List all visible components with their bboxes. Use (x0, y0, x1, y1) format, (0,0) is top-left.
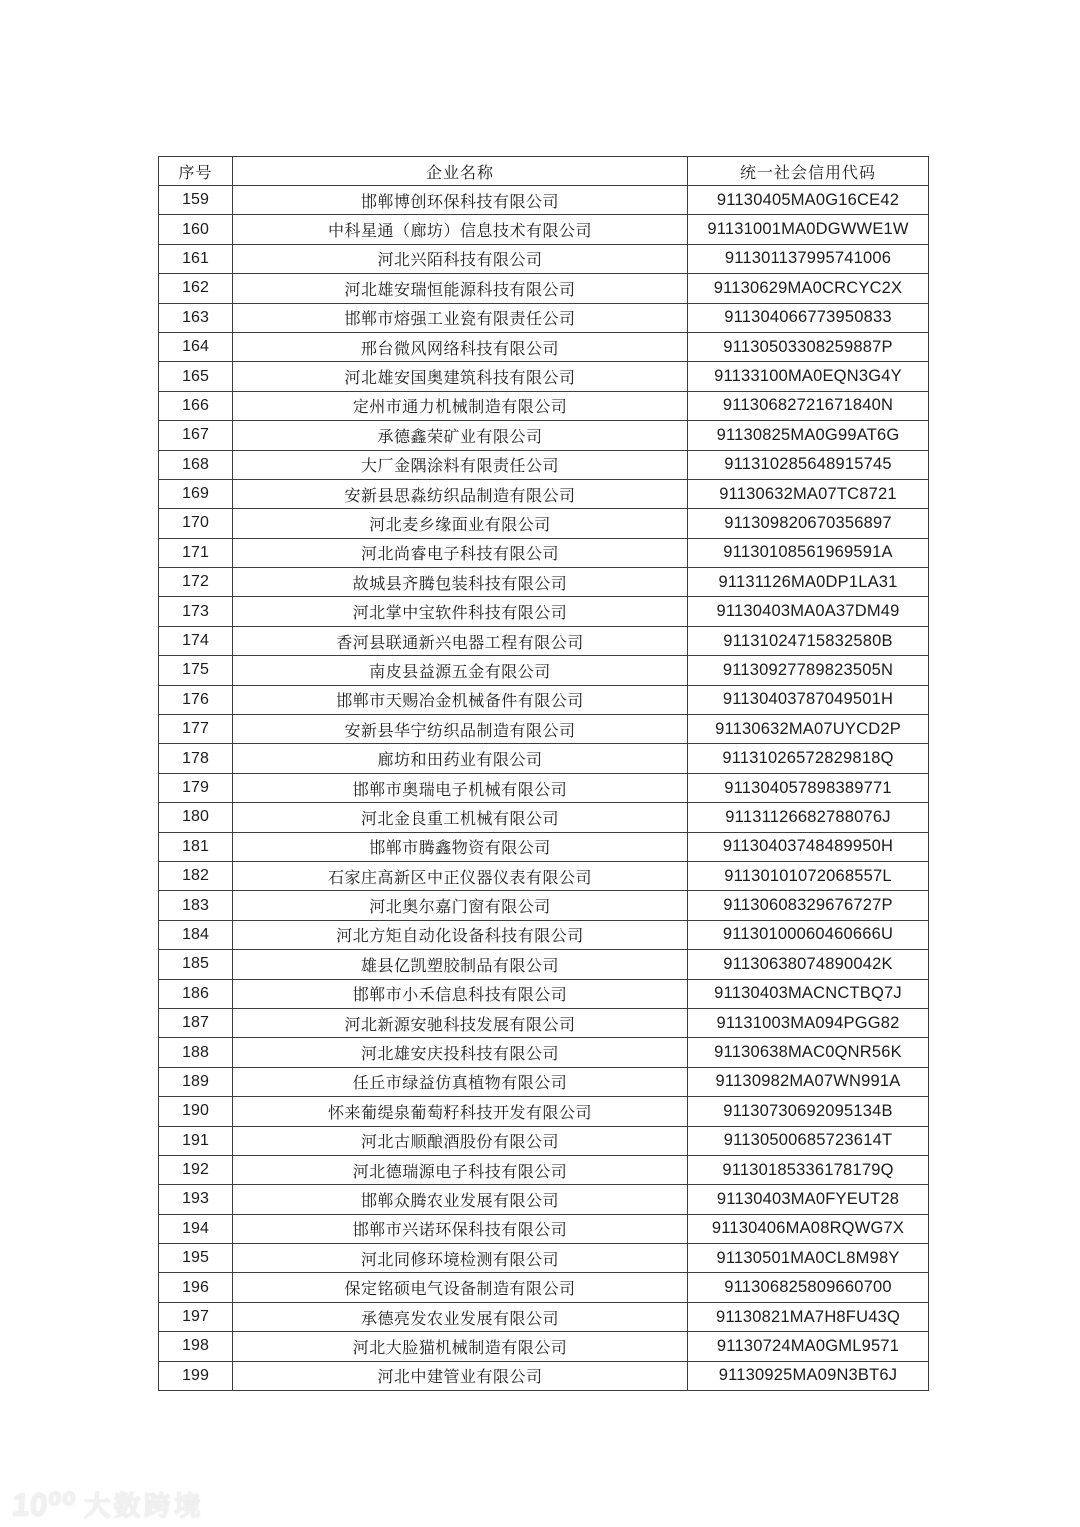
cell-serial-number: 176 (159, 685, 233, 714)
table-row (159, 1361, 929, 1390)
table-row (159, 1155, 929, 1184)
table-row (159, 597, 929, 626)
cell-company-name: 任丘市绿益仿真植物有限公司 (233, 1067, 688, 1096)
cell-serial-number: 168 (159, 450, 233, 479)
cell-credit-code: 91130100060460666U (688, 920, 929, 949)
table-row (159, 861, 929, 890)
table-row (159, 303, 929, 332)
cell-credit-code: 91130185336178179Q (688, 1155, 929, 1184)
cell-serial-number: 159 (159, 186, 233, 215)
cell-credit-code: 911304057898389771 (688, 773, 929, 802)
table-row (159, 715, 929, 744)
table-row (159, 1126, 929, 1155)
cell-company-name: 邯郸市兴诺环保科技有限公司 (233, 1214, 688, 1243)
cell-credit-code: 91130403787049501H (688, 685, 929, 714)
cell-company-name: 承德亮发农业发展有限公司 (233, 1302, 688, 1331)
watermark-logo-icon: 10⁰⁰ (10, 1485, 77, 1522)
cell-company-name: 邯郸市腾鑫物资有限公司 (233, 832, 688, 861)
cell-serial-number: 170 (159, 509, 233, 538)
cell-company-name: 河北奥尔嘉门窗有限公司 (233, 891, 688, 920)
cell-credit-code: 91131001MA0DGWWE1W (688, 215, 929, 244)
company-table (158, 156, 929, 1391)
table-row (159, 920, 929, 949)
table-row (159, 1214, 929, 1243)
cell-credit-code: 91133100MA0EQN3G4Y (688, 362, 929, 391)
cell-credit-code: 91130638074890042K (688, 950, 929, 979)
cell-credit-code: 91130403MA0FYEUT28 (688, 1185, 929, 1214)
cell-company-name: 定州市通力机械制造有限公司 (233, 391, 688, 420)
cell-serial-number: 182 (159, 861, 233, 890)
cell-company-name: 大厂金隅涂料有限责任公司 (233, 450, 688, 479)
cell-credit-code: 91130608329676727P (688, 891, 929, 920)
cell-serial-number: 196 (159, 1273, 233, 1302)
cell-serial-number: 169 (159, 479, 233, 508)
table-row (159, 421, 929, 450)
cell-serial-number: 160 (159, 215, 233, 244)
cell-company-name: 河北大脸猫机械制造有限公司 (233, 1332, 688, 1361)
cell-credit-code: 91131003MA094PGG82 (688, 1008, 929, 1037)
cell-company-name: 怀来葡缇泉葡萄籽科技开发有限公司 (233, 1097, 688, 1126)
cell-credit-code: 91130724MA0GML9571 (688, 1332, 929, 1361)
cell-serial-number: 175 (159, 656, 233, 685)
cell-company-name: 安新县思淼纺织品制造有限公司 (233, 479, 688, 508)
table-row (159, 1273, 929, 1302)
table-row (159, 950, 929, 979)
cell-company-name: 河北古顺酿酒股份有限公司 (233, 1126, 688, 1155)
watermark-brand-text: 大数跨境 (83, 1491, 204, 1521)
cell-credit-code: 91130403748489950H (688, 832, 929, 861)
cell-serial-number: 194 (159, 1214, 233, 1243)
cell-credit-code: 91130730692095134B (688, 1097, 929, 1126)
cell-company-name: 廊坊和田药业有限公司 (233, 744, 688, 773)
cell-serial-number: 186 (159, 979, 233, 1008)
cell-serial-number: 181 (159, 832, 233, 861)
cell-credit-code: 91130982MA07WN991A (688, 1067, 929, 1096)
table-header-row (159, 157, 929, 186)
table-row (159, 685, 929, 714)
cell-company-name: 邢台微风网络科技有限公司 (233, 332, 688, 361)
cell-serial-number: 166 (159, 391, 233, 420)
cell-credit-code: 91130403MACNCTBQ7J (688, 979, 929, 1008)
table-row (159, 244, 929, 273)
cell-credit-code: 91131126MA0DP1LA31 (688, 568, 929, 597)
cell-company-name: 承德鑫荣矿业有限公司 (233, 421, 688, 450)
cell-credit-code: 91130501MA0CL8M98Y (688, 1244, 929, 1273)
cell-company-name: 邯郸市小禾信息科技有限公司 (233, 979, 688, 1008)
cell-serial-number: 195 (159, 1244, 233, 1273)
table-row (159, 362, 929, 391)
cell-company-name: 故城县齐腾包装科技有限公司 (233, 568, 688, 597)
table-row (159, 1302, 929, 1331)
cell-company-name: 河北雄安瑞恒能源科技有限公司 (233, 274, 688, 303)
table-row (159, 773, 929, 802)
cell-company-name: 邯郸众腾农业发展有限公司 (233, 1185, 688, 1214)
cell-company-name: 邯郸博创环保科技有限公司 (233, 186, 688, 215)
table-row (159, 509, 929, 538)
cell-company-name: 河北兴陌科技有限公司 (233, 244, 688, 273)
cell-serial-number: 179 (159, 773, 233, 802)
cell-company-name: 保定铭硕电气设备制造有限公司 (233, 1273, 688, 1302)
cell-credit-code: 91130682721671840N (688, 391, 929, 420)
cell-company-name: 雄县亿凯塑胶制品有限公司 (233, 950, 688, 979)
cell-credit-code: 91130825MA0G99AT6G (688, 421, 929, 450)
cell-serial-number: 190 (159, 1097, 233, 1126)
cell-serial-number: 187 (159, 1008, 233, 1037)
cell-serial-number: 189 (159, 1067, 233, 1096)
cell-serial-number: 173 (159, 597, 233, 626)
cell-company-name: 石家庄高新区中正仪器仪表有限公司 (233, 861, 688, 890)
cell-company-name: 邯郸市奥瑞电子机械有限公司 (233, 773, 688, 802)
cell-serial-number: 171 (159, 538, 233, 567)
cell-credit-code: 91130638MAC0QNR56K (688, 1038, 929, 1067)
table-body (159, 186, 929, 1391)
table-row (159, 215, 929, 244)
cell-credit-code: 91130629MA0CRCYC2X (688, 274, 929, 303)
cell-serial-number: 172 (159, 568, 233, 597)
cell-serial-number: 162 (159, 274, 233, 303)
cell-company-name: 中科星通（廊坊）信息技术有限公司 (233, 215, 688, 244)
table-row (159, 568, 929, 597)
cell-credit-code: 91130632MA07UYCD2P (688, 715, 929, 744)
table-row (159, 1332, 929, 1361)
cell-company-name: 河北方矩自动化设备科技有限公司 (233, 920, 688, 949)
cell-credit-code: 911301137995741006 (688, 244, 929, 273)
cell-credit-code: 91130403MA0A37DM49 (688, 597, 929, 626)
cell-credit-code: 91130927789823505N (688, 656, 929, 685)
cell-credit-code: 91130632MA07TC8721 (688, 479, 929, 508)
table-row (159, 1067, 929, 1096)
cell-company-name: 河北雄安庆投科技有限公司 (233, 1038, 688, 1067)
cell-serial-number: 178 (159, 744, 233, 773)
table-row (159, 1008, 929, 1037)
table-row (159, 744, 929, 773)
cell-serial-number: 184 (159, 920, 233, 949)
table-row (159, 626, 929, 655)
cell-company-name: 安新县华宁纺织品制造有限公司 (233, 715, 688, 744)
cell-credit-code: 911309820670356897 (688, 509, 929, 538)
table-row (159, 538, 929, 567)
table-row (159, 450, 929, 479)
cell-serial-number: 192 (159, 1155, 233, 1184)
table-row (159, 332, 929, 361)
table-row (159, 979, 929, 1008)
cell-credit-code: 91130821MA7H8FU43Q (688, 1302, 929, 1331)
cell-serial-number: 188 (159, 1038, 233, 1067)
table-row (159, 1185, 929, 1214)
cell-serial-number: 185 (159, 950, 233, 979)
cell-credit-code: 91131024715832580B (688, 626, 929, 655)
table-row (159, 803, 929, 832)
header-company-name: 企业名称 (233, 157, 688, 186)
cell-serial-number: 199 (159, 1361, 233, 1390)
cell-company-name: 香河县联通新兴电器工程有限公司 (233, 626, 688, 655)
cell-credit-code: 91130503308259887P (688, 332, 929, 361)
cell-credit-code: 911306825809660700 (688, 1273, 929, 1302)
table-row (159, 656, 929, 685)
table-row (159, 1038, 929, 1067)
table-row (159, 1097, 929, 1126)
cell-serial-number: 174 (159, 626, 233, 655)
cell-company-name: 河北新源安驰科技发展有限公司 (233, 1008, 688, 1037)
table-row (159, 1244, 929, 1273)
watermark (12, 1484, 204, 1523)
cell-credit-code: 911304066773950833 (688, 303, 929, 332)
cell-serial-number: 165 (159, 362, 233, 391)
cell-serial-number: 161 (159, 244, 233, 273)
cell-serial-number: 198 (159, 1332, 233, 1361)
cell-serial-number: 180 (159, 803, 233, 832)
cell-company-name: 河北金良重工机械有限公司 (233, 803, 688, 832)
table-row (159, 186, 929, 215)
cell-serial-number: 163 (159, 303, 233, 332)
cell-serial-number: 193 (159, 1185, 233, 1214)
cell-credit-code: 91130500685723614T (688, 1126, 929, 1155)
cell-credit-code: 91130101072068557L (688, 861, 929, 890)
cell-credit-code: 91130108561969591A (688, 538, 929, 567)
cell-company-name: 河北麦乡缘面业有限公司 (233, 509, 688, 538)
cell-credit-code: 911310285648915745 (688, 450, 929, 479)
cell-serial-number: 164 (159, 332, 233, 361)
cell-serial-number: 183 (159, 891, 233, 920)
cell-company-name: 南皮县益源五金有限公司 (233, 656, 688, 685)
cell-company-name: 邯郸市熔强工业瓷有限责任公司 (233, 303, 688, 332)
cell-credit-code: 91131026572829818Q (688, 744, 929, 773)
cell-serial-number: 167 (159, 421, 233, 450)
cell-company-name: 邯郸市天赐冶金机械备件有限公司 (233, 685, 688, 714)
table-row (159, 274, 929, 303)
cell-company-name: 河北同修环境检测有限公司 (233, 1244, 688, 1273)
cell-company-name: 河北雄安国奥建筑科技有限公司 (233, 362, 688, 391)
cell-serial-number: 197 (159, 1302, 233, 1331)
table-row (159, 479, 929, 508)
cell-credit-code: 91130925MA09N3BT6J (688, 1361, 929, 1390)
cell-credit-code: 91131126682788076J (688, 803, 929, 832)
cell-serial-number: 177 (159, 715, 233, 744)
cell-company-name: 河北掌中宝软件科技有限公司 (233, 597, 688, 626)
cell-credit-code: 91130405MA0G16CE42 (688, 186, 929, 215)
header-credit-code: 统一社会信用代码 (688, 157, 929, 186)
table-row (159, 832, 929, 861)
cell-company-name: 河北德瑞源电子科技有限公司 (233, 1155, 688, 1184)
cell-credit-code: 91130406MA08RQWG7X (688, 1214, 929, 1243)
cell-company-name: 河北尚睿电子科技有限公司 (233, 538, 688, 567)
table-row (159, 391, 929, 420)
cell-company-name: 河北中建管业有限公司 (233, 1361, 688, 1390)
table-row (159, 891, 929, 920)
cell-serial-number: 191 (159, 1126, 233, 1155)
header-serial-number: 序号 (159, 157, 233, 186)
